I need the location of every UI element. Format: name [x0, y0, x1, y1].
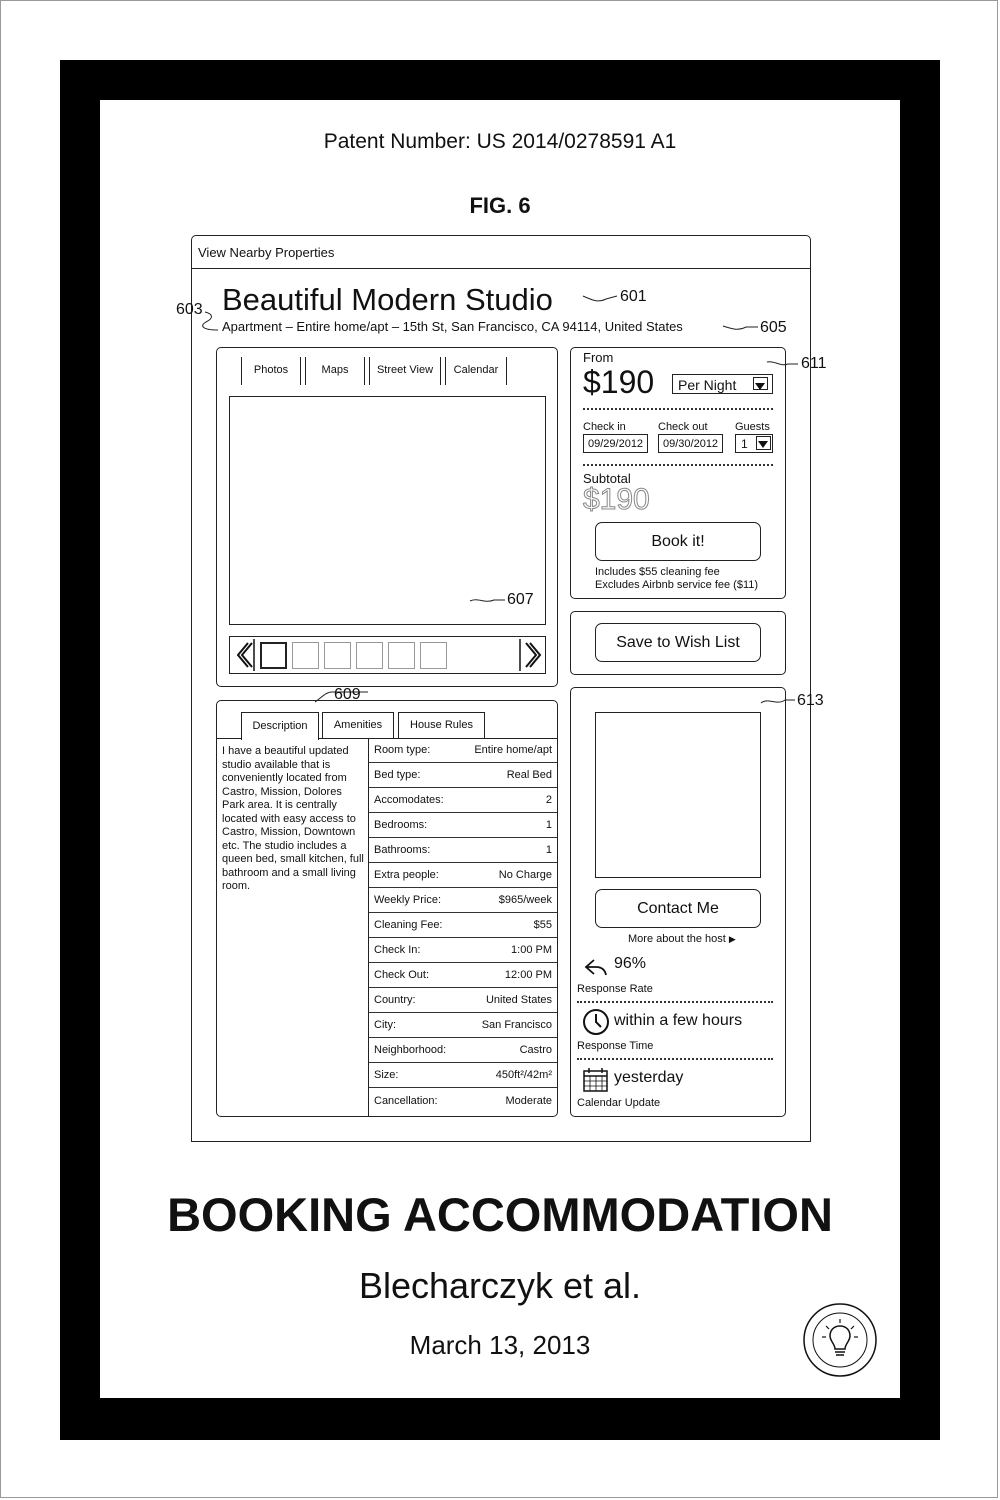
ref-613: 613: [797, 692, 824, 709]
row-label: Extra people:: [374, 869, 439, 881]
more-about-host-label: More about the host: [628, 933, 726, 945]
row-value: San Francisco: [481, 1019, 552, 1031]
guests-value: 1: [741, 437, 748, 451]
media-tabs: [241, 357, 507, 385]
row-label: Accomodates:: [374, 794, 444, 806]
row-value: Real Bed: [506, 769, 552, 781]
calendar-update-label: Calendar Update: [577, 1097, 661, 1109]
description-text: I have a beautiful updated studio available that is conveniently located from Castro, Mission, Dolores Park area. It is centrally located with easy access to Castro, Mission, Downtown etc. The studio includes a queen bed, small kitchen, full bathroom and a small living room.: [222, 745, 364, 892]
row-value: 12:00 PM: [504, 969, 552, 981]
row-value: $965/week: [498, 894, 552, 906]
patent-number: Patent Number: US 2014/0278591 A1: [323, 130, 677, 153]
more-about-host-link[interactable]: [628, 933, 736, 945]
poster-date: March 13, 2013: [409, 1330, 591, 1360]
row-label: Bathrooms:: [374, 844, 431, 856]
response-rate-label: Response Rate: [577, 983, 653, 995]
divider: [577, 1058, 773, 1060]
tab-street-view[interactable]: Street View: [369, 357, 441, 385]
rate-select-value: Per Night: [678, 377, 737, 393]
row-label: Check In:: [374, 944, 421, 956]
row-value: 1: [545, 819, 552, 831]
contact-button[interactable]: Contact Me: [595, 889, 761, 928]
tab-calendar[interactable]: Calendar: [445, 357, 507, 385]
checkout-label: Check out: [658, 421, 708, 433]
table-row: [369, 963, 557, 988]
row-label: Size:: [374, 1069, 399, 1081]
ref-607: 607: [507, 591, 534, 608]
clock-icon: [582, 1008, 610, 1036]
row-label: Weekly Price:: [374, 894, 442, 906]
next-arrow-icon[interactable]: [520, 639, 544, 671]
table-row: [369, 863, 557, 888]
poster-title: BOOKING ACCOMMODATION: [167, 1188, 833, 1241]
guests-label: Guests: [735, 421, 770, 433]
price: $190: [583, 364, 655, 400]
fee-note-cleaning: Includes $55 cleaning fee: [595, 566, 720, 578]
lightbulb-seal-icon: [802, 1302, 878, 1378]
table-row: [369, 1063, 557, 1088]
row-value: 1:00 PM: [511, 944, 552, 956]
top-bar: [191, 235, 811, 269]
table-row: [369, 988, 557, 1013]
table-row: [369, 763, 557, 788]
row-value: 450ft²/42m²: [495, 1069, 552, 1081]
divider: [583, 408, 773, 410]
row-value: $55: [533, 919, 552, 931]
poster-authors: Blecharczyk et al.: [358, 1265, 642, 1306]
row-label: Check Out:: [374, 969, 430, 981]
tab-photos[interactable]: Photos: [241, 357, 301, 385]
row-label: Cleaning Fee:: [374, 919, 443, 931]
row-label: City:: [374, 1019, 396, 1031]
figure-label: FIG. 6: [469, 193, 531, 218]
chevron-down-icon: [756, 436, 771, 450]
prev-arrow-icon[interactable]: [232, 639, 254, 671]
divider: [583, 464, 773, 466]
row-value: United States: [485, 994, 552, 1006]
thumbnail[interactable]: [292, 642, 319, 669]
subtotal-label: Subtotal: [583, 471, 631, 486]
from-label: From: [583, 350, 614, 365]
thumbnail-selected[interactable]: [260, 642, 287, 669]
table-row: [369, 1088, 557, 1113]
book-button[interactable]: Book it!: [595, 522, 761, 561]
checkin-label: Check in: [583, 421, 626, 433]
tab-description[interactable]: Description: [241, 712, 319, 740]
table-row: [369, 1013, 557, 1038]
row-value: 2: [545, 794, 552, 806]
table-row: [369, 788, 557, 813]
table-row: [369, 838, 557, 863]
view-nearby-link[interactable]: View Nearby Properties: [198, 245, 335, 260]
save-wishlist-button[interactable]: Save to Wish List: [595, 623, 761, 662]
calendar-icon: [583, 1068, 609, 1092]
ref-605: 605: [760, 319, 787, 336]
thumbnail[interactable]: [324, 642, 351, 669]
reply-arrow-icon: [583, 955, 609, 977]
ref-609: 609: [334, 686, 361, 703]
ref-601: 601: [620, 288, 647, 305]
row-value: No Charge: [498, 869, 552, 881]
row-label: Cancellation:: [374, 1094, 438, 1107]
tab-maps[interactable]: Maps: [305, 357, 365, 385]
row-value: Entire home/apt: [474, 744, 552, 756]
listing-address: Apartment – Entire home/apt – 15th St, San Francisco, CA 94114, United States: [222, 319, 683, 334]
row-value: Castro: [519, 1044, 552, 1056]
ref-603: 603: [176, 301, 203, 318]
table-row: [369, 913, 557, 938]
subtotal-value: $190: [583, 483, 650, 516]
chevron-down-icon: [753, 377, 768, 390]
table-row: [369, 738, 557, 763]
response-rate-value: 96%: [614, 955, 647, 972]
response-time-label: Response Time: [577, 1040, 654, 1052]
response-time-value: within a few hours: [614, 1012, 743, 1029]
host-photo: [595, 712, 761, 878]
divider: [577, 1001, 773, 1003]
thumbnail[interactable]: [388, 642, 415, 669]
row-value: 1: [545, 844, 552, 856]
row-label: Room type:: [374, 744, 431, 756]
thumbnail[interactable]: [356, 642, 383, 669]
media-viewer: [229, 396, 546, 625]
tab-house-rules[interactable]: House Rules: [398, 712, 485, 738]
caret-right-icon: ▶: [728, 934, 736, 944]
table-row: [369, 1038, 557, 1063]
tab-amenities[interactable]: Amenities: [322, 712, 394, 738]
row-label: Bedrooms:: [374, 819, 428, 831]
table-row: [369, 888, 557, 913]
fee-note-service: Excludes Airbnb service fee ($11): [595, 579, 759, 591]
ref-611: 611: [801, 355, 827, 372]
row-label: Bed type:: [374, 769, 421, 781]
row-label: Country:: [374, 994, 416, 1006]
checkout-field[interactable]: 09/30/2012: [658, 434, 723, 453]
listing-title: Beautiful Modern Studio: [222, 282, 553, 317]
calendar-update-value: yesterday: [614, 1069, 684, 1086]
table-row: [369, 813, 557, 838]
thumbnail[interactable]: [420, 642, 447, 669]
row-label: Neighborhood:: [374, 1044, 447, 1056]
details-table: [369, 738, 557, 1113]
checkin-field[interactable]: 09/29/2012: [583, 434, 648, 453]
row-value: Moderate: [505, 1094, 552, 1107]
table-row: [369, 938, 557, 963]
